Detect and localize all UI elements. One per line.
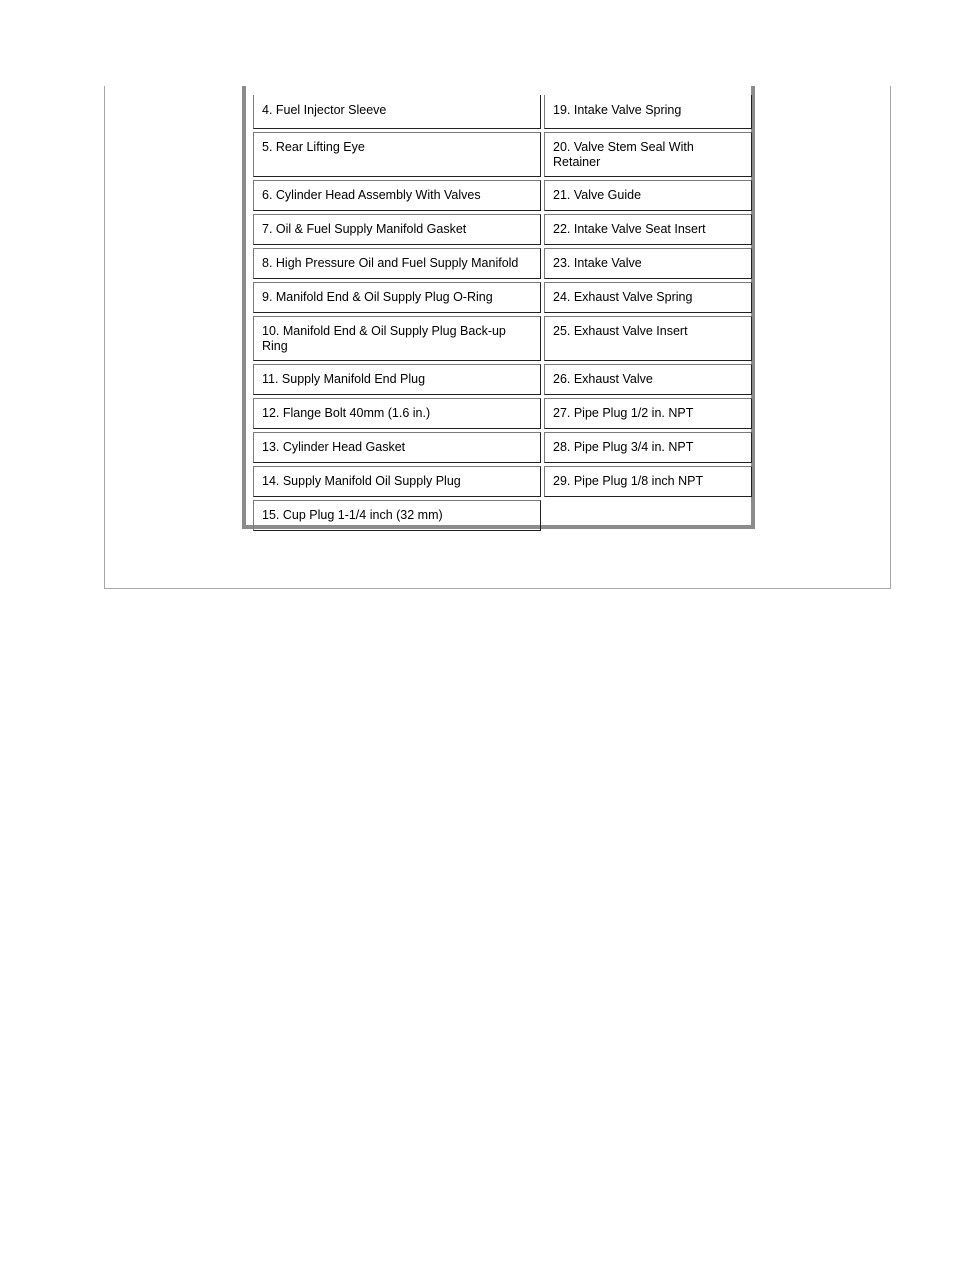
table-cell-empty [544, 500, 752, 531]
table-cell: 15. Cup Plug 1-1/4 inch (32 mm) [253, 500, 541, 531]
table-cell: 10. Manifold End & Oil Supply Plug Back-up Ring [253, 316, 541, 361]
parts-legend-table [250, 92, 755, 534]
table-row [253, 214, 752, 245]
table-row [253, 398, 752, 429]
table-cell: 27. Pipe Plug 1/2 in. NPT [544, 398, 752, 429]
table-cell: 8. High Pressure Oil and Fuel Supply Manifold [253, 248, 541, 279]
table-cell: 28. Pipe Plug 3/4 in. NPT [544, 432, 752, 463]
table-cell: 29. Pipe Plug 1/8 inch NPT [544, 466, 752, 497]
table-cell: 24. Exhaust Valve Spring [544, 282, 752, 313]
table-row [253, 95, 752, 129]
table-row [253, 364, 752, 395]
table-cell: 20. Valve Stem Seal With Retainer [544, 132, 752, 177]
table-cell: 19. Intake Valve Spring [544, 95, 752, 129]
table-cell: 7. Oil & Fuel Supply Manifold Gasket [253, 214, 541, 245]
table-cell: 23. Intake Valve [544, 248, 752, 279]
table-cell: 22. Intake Valve Seat Insert [544, 214, 752, 245]
table-row [253, 248, 752, 279]
table-row [253, 432, 752, 463]
table-row [253, 466, 752, 497]
table-cell: 21. Valve Guide [544, 180, 752, 211]
table-cell: 6. Cylinder Head Assembly With Valves [253, 180, 541, 211]
table-cell: 14. Supply Manifold Oil Supply Plug [253, 466, 541, 497]
parts-legend-frame [242, 86, 755, 529]
table-row [253, 500, 752, 531]
table-cell: 11. Supply Manifold End Plug [253, 364, 541, 395]
table-cell: 5. Rear Lifting Eye [253, 132, 541, 177]
table-cell: 25. Exhaust Valve Insert [544, 316, 752, 361]
table-row [253, 316, 752, 361]
table-cell: 12. Flange Bolt 40mm (1.6 in.) [253, 398, 541, 429]
table-cell: 26. Exhaust Valve [544, 364, 752, 395]
table-row [253, 282, 752, 313]
table-cell: 4. Fuel Injector Sleeve [253, 95, 541, 129]
table-row [253, 132, 752, 177]
table-cell: 9. Manifold End & Oil Supply Plug O-Ring [253, 282, 541, 313]
table-row [253, 180, 752, 211]
table-cell: 13. Cylinder Head Gasket [253, 432, 541, 463]
